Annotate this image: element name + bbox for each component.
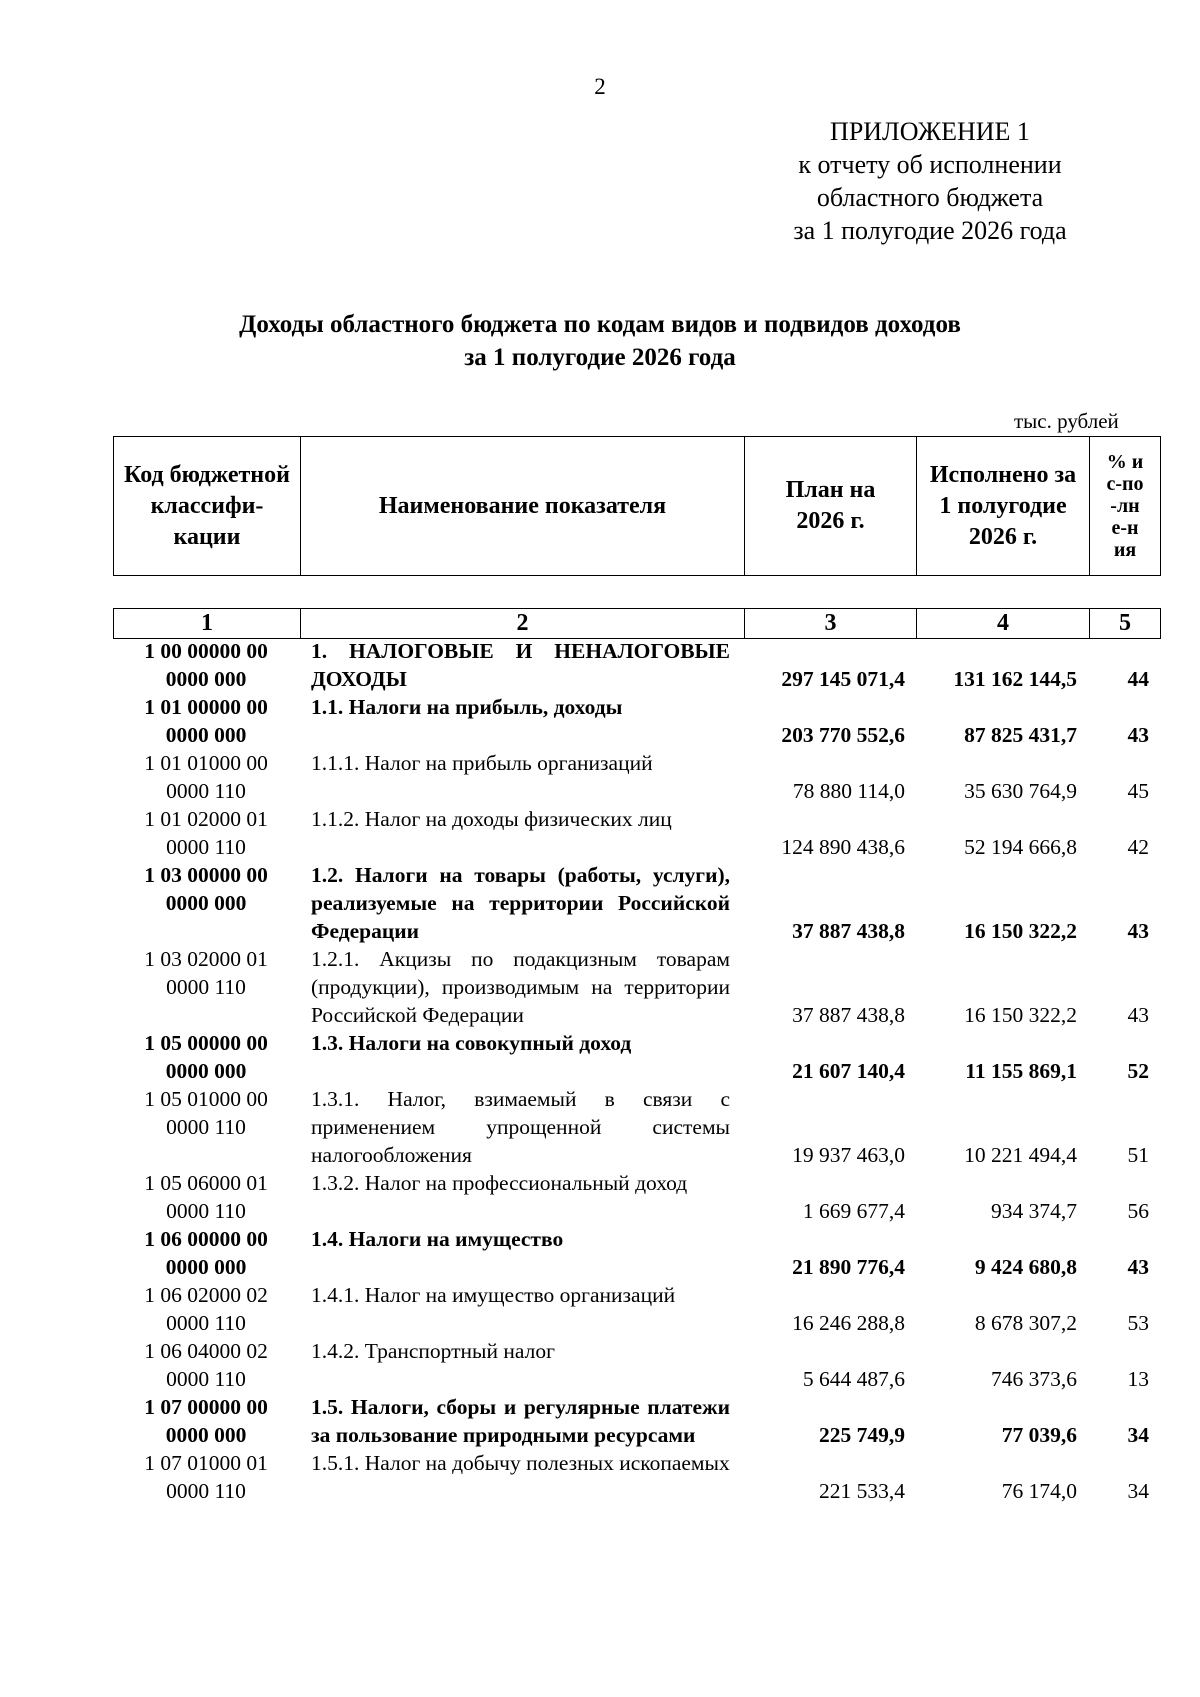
row-code-line: 0000 110 bbox=[166, 1115, 246, 1139]
row-name: 1.4.2. Транспортный налог bbox=[311, 1339, 555, 1363]
row-code-line: 0000 000 bbox=[165, 1255, 247, 1279]
row-code bbox=[113, 805, 299, 861]
row-code-line: 0000 000 bbox=[165, 891, 247, 915]
row-code-line: 1 07 01000 01 bbox=[144, 1451, 268, 1475]
row-plan: 16 246 288,8 bbox=[792, 1311, 905, 1335]
row-code-line: 0000 000 bbox=[165, 723, 247, 747]
row-name: 1.4. Налоги на имущество bbox=[311, 1227, 564, 1251]
document-title-line: Доходы областного бюджета по кодам видов и подвидов доходов bbox=[239, 311, 961, 338]
row-percent: 53 bbox=[1127, 1311, 1149, 1335]
row-executed: 131 162 144,5 bbox=[953, 667, 1077, 691]
row-code bbox=[113, 945, 299, 1029]
appendix-block bbox=[760, 115, 1100, 247]
header-code bbox=[114, 437, 301, 576]
row-plan: 203 770 552,6 bbox=[781, 723, 905, 747]
row-code-line: 1 01 00000 00 bbox=[144, 695, 268, 719]
row-code-line: 0000 110 bbox=[166, 1479, 246, 1503]
row-code-line: 1 05 01000 00 bbox=[144, 1087, 268, 1111]
row-name: 1.1. Налоги на прибыль, доходы bbox=[311, 695, 623, 719]
row-code-line: 0000 110 bbox=[166, 1311, 246, 1335]
row-code-line: 1 01 02000 01 bbox=[144, 807, 268, 831]
row-code bbox=[113, 1393, 299, 1449]
appendix-line: за 1 полугодие 2026 года bbox=[793, 216, 1067, 245]
row-executed: 934 374,7 bbox=[991, 1199, 1077, 1223]
row-code bbox=[113, 1225, 299, 1281]
row-name: 1.5.1. Налог на добычу полезных ископаемых bbox=[311, 1451, 730, 1475]
row-name: 1.5. Налоги, сборы и регулярные платежи за пользование природными ресурсами bbox=[311, 1395, 730, 1447]
row-executed: 11 155 869,1 bbox=[965, 1059, 1077, 1083]
row-code bbox=[113, 1337, 299, 1393]
table-row bbox=[113, 805, 1155, 861]
row-code-line: 1 06 00000 00 bbox=[144, 1227, 268, 1251]
header-percent-text: % ис-по-лне-ния bbox=[1106, 451, 1144, 561]
document-title-line: за 1 полугодие 2026 года bbox=[464, 344, 736, 371]
row-percent: 51 bbox=[1127, 1143, 1149, 1167]
row-percent: 56 bbox=[1127, 1199, 1149, 1223]
table-row bbox=[113, 1281, 1155, 1337]
table-row bbox=[113, 1337, 1155, 1393]
header-code-text: Код бюджетной классифи-кации bbox=[124, 461, 290, 550]
row-percent: 42 bbox=[1127, 835, 1149, 859]
table-body bbox=[113, 637, 1155, 1505]
row-code bbox=[113, 637, 299, 693]
row-code-line: 1 07 00000 00 bbox=[144, 1395, 268, 1419]
row-code-line: 1 06 04000 02 bbox=[144, 1339, 268, 1363]
row-name: 1. НАЛОГОВЫЕ И НЕНАЛОГОВЫЕ ДОХОДЫ bbox=[311, 639, 730, 691]
row-executed: 52 194 666,8 bbox=[964, 835, 1077, 859]
row-plan: 37 887 438,8 bbox=[792, 1003, 905, 1027]
appendix-line: областного бюджета bbox=[816, 183, 1044, 212]
row-code-line: 0000 110 bbox=[166, 835, 246, 859]
row-code-line: 0000 110 bbox=[166, 1367, 246, 1391]
row-code bbox=[113, 861, 299, 945]
table-row bbox=[113, 1449, 1155, 1505]
row-name: 1.2. Налоги на товары (работы, услуги), реализуемые на территории Российской Федерации bbox=[311, 863, 730, 943]
table-row bbox=[113, 693, 1155, 749]
column-numbers-row bbox=[113, 608, 1161, 639]
row-code-line: 1 05 00000 00 bbox=[144, 1031, 268, 1055]
row-name: 1.3.1. Налог, взимаемый в связи с применением упрощенной системы налогообложения bbox=[311, 1087, 730, 1167]
row-executed: 76 174,0 bbox=[1001, 1479, 1077, 1503]
row-code-line: 0000 110 bbox=[166, 779, 246, 803]
row-code-line: 1 05 06000 01 bbox=[144, 1171, 268, 1195]
table-row bbox=[113, 945, 1155, 1029]
row-executed: 746 373,6 bbox=[991, 1367, 1077, 1391]
table-row bbox=[113, 861, 1155, 945]
row-percent: 43 bbox=[1127, 723, 1149, 747]
header-percent bbox=[1090, 437, 1161, 576]
row-code-line: 0000 000 bbox=[165, 1423, 247, 1447]
row-code-line: 1 03 00000 00 bbox=[144, 863, 268, 887]
row-code-line: 1 01 01000 00 bbox=[144, 751, 268, 775]
row-name: 1.1.1. Налог на прибыль организаций bbox=[311, 751, 653, 775]
table-row bbox=[113, 1225, 1155, 1281]
row-executed: 87 825 431,7 bbox=[964, 723, 1077, 747]
header-executed bbox=[917, 437, 1090, 576]
header-executed-text: Исполнено за 1 полугодие 2026 г. bbox=[929, 461, 1077, 550]
row-percent: 34 bbox=[1127, 1479, 1149, 1503]
row-percent: 43 bbox=[1127, 919, 1149, 943]
row-executed: 35 630 764,9 bbox=[964, 779, 1077, 803]
document-title bbox=[0, 308, 1200, 374]
row-executed: 8 678 307,2 bbox=[974, 1311, 1077, 1335]
appendix-line: к отчету об исполнении bbox=[798, 150, 1062, 179]
row-percent: 45 bbox=[1127, 779, 1149, 803]
row-code-line: 1 03 02000 01 bbox=[144, 947, 268, 971]
column-number: 3 bbox=[745, 609, 917, 639]
table-header bbox=[113, 436, 1161, 576]
row-name: 1.3.2. Налог на профессиональный доход bbox=[311, 1171, 688, 1195]
row-plan: 124 890 438,6 bbox=[781, 835, 905, 859]
row-code bbox=[113, 1449, 299, 1505]
row-code bbox=[113, 1029, 299, 1085]
page-number: 2 bbox=[594, 74, 606, 99]
appendix-line: ПРИЛОЖЕНИЕ 1 bbox=[830, 117, 1030, 146]
row-code bbox=[113, 693, 299, 749]
column-number: 4 bbox=[917, 609, 1090, 639]
row-name: 1.3. Налоги на совокупный доход bbox=[311, 1031, 632, 1055]
row-percent: 44 bbox=[1127, 667, 1149, 691]
row-code-line: 0000 110 bbox=[166, 975, 246, 999]
table-row bbox=[113, 1029, 1155, 1085]
row-percent: 43 bbox=[1127, 1003, 1149, 1027]
row-name: 1.1.2. Налог на доходы физических лиц bbox=[311, 807, 672, 831]
row-code-line: 0000 110 bbox=[166, 1199, 246, 1223]
row-code-line: 1 06 02000 02 bbox=[144, 1283, 268, 1307]
row-percent: 13 bbox=[1127, 1367, 1149, 1391]
header-name: Наименование показателя bbox=[301, 437, 745, 576]
row-plan: 37 887 438,8 bbox=[792, 919, 905, 943]
header-plan-text: План на 2026 г. bbox=[785, 477, 876, 534]
table-row bbox=[113, 1085, 1155, 1169]
row-executed: 10 221 494,4 bbox=[964, 1143, 1077, 1167]
row-plan: 19 937 463,0 bbox=[792, 1143, 905, 1167]
table-row bbox=[113, 637, 1155, 693]
row-plan: 1 669 677,4 bbox=[802, 1199, 905, 1223]
row-code-line: 0000 000 bbox=[165, 1059, 247, 1083]
row-executed: 9 424 680,8 bbox=[974, 1255, 1077, 1279]
row-plan: 21 607 140,4 bbox=[792, 1059, 905, 1083]
row-percent: 43 bbox=[1127, 1255, 1149, 1279]
units-label: тыс. рублей bbox=[1014, 409, 1119, 433]
row-name: 1.4.1. Налог на имущество организаций bbox=[311, 1283, 676, 1307]
table-row bbox=[113, 749, 1155, 805]
row-name: 1.2.1. Акцизы по подакцизным товарам (продукции), производимым на территории Российской Федерации bbox=[311, 947, 730, 1027]
header-plan bbox=[745, 437, 917, 576]
row-plan: 78 880 114,0 bbox=[792, 779, 905, 803]
row-code bbox=[113, 1085, 299, 1169]
table-row bbox=[113, 1393, 1155, 1449]
row-plan: 21 890 776,4 bbox=[792, 1255, 905, 1279]
row-code bbox=[113, 1281, 299, 1337]
row-code-line: 0000 000 bbox=[165, 667, 247, 691]
row-plan: 297 145 071,4 bbox=[781, 667, 905, 691]
row-executed: 16 150 322,2 bbox=[964, 919, 1077, 943]
row-plan: 221 533,4 bbox=[819, 1479, 905, 1503]
row-percent: 52 bbox=[1127, 1059, 1149, 1083]
row-executed: 16 150 322,2 bbox=[964, 1003, 1077, 1027]
column-number: 1 bbox=[114, 609, 301, 639]
row-executed: 77 039,6 bbox=[1001, 1423, 1077, 1447]
row-code bbox=[113, 1169, 299, 1225]
column-number: 2 bbox=[301, 609, 745, 639]
column-number: 5 bbox=[1090, 609, 1161, 639]
row-code bbox=[113, 749, 299, 805]
row-plan: 225 749,9 bbox=[819, 1423, 905, 1447]
table-row bbox=[113, 1169, 1155, 1225]
row-percent: 34 bbox=[1127, 1423, 1149, 1447]
row-plan: 5 644 487,6 bbox=[802, 1367, 905, 1391]
row-code-line: 1 00 00000 00 bbox=[144, 639, 268, 663]
